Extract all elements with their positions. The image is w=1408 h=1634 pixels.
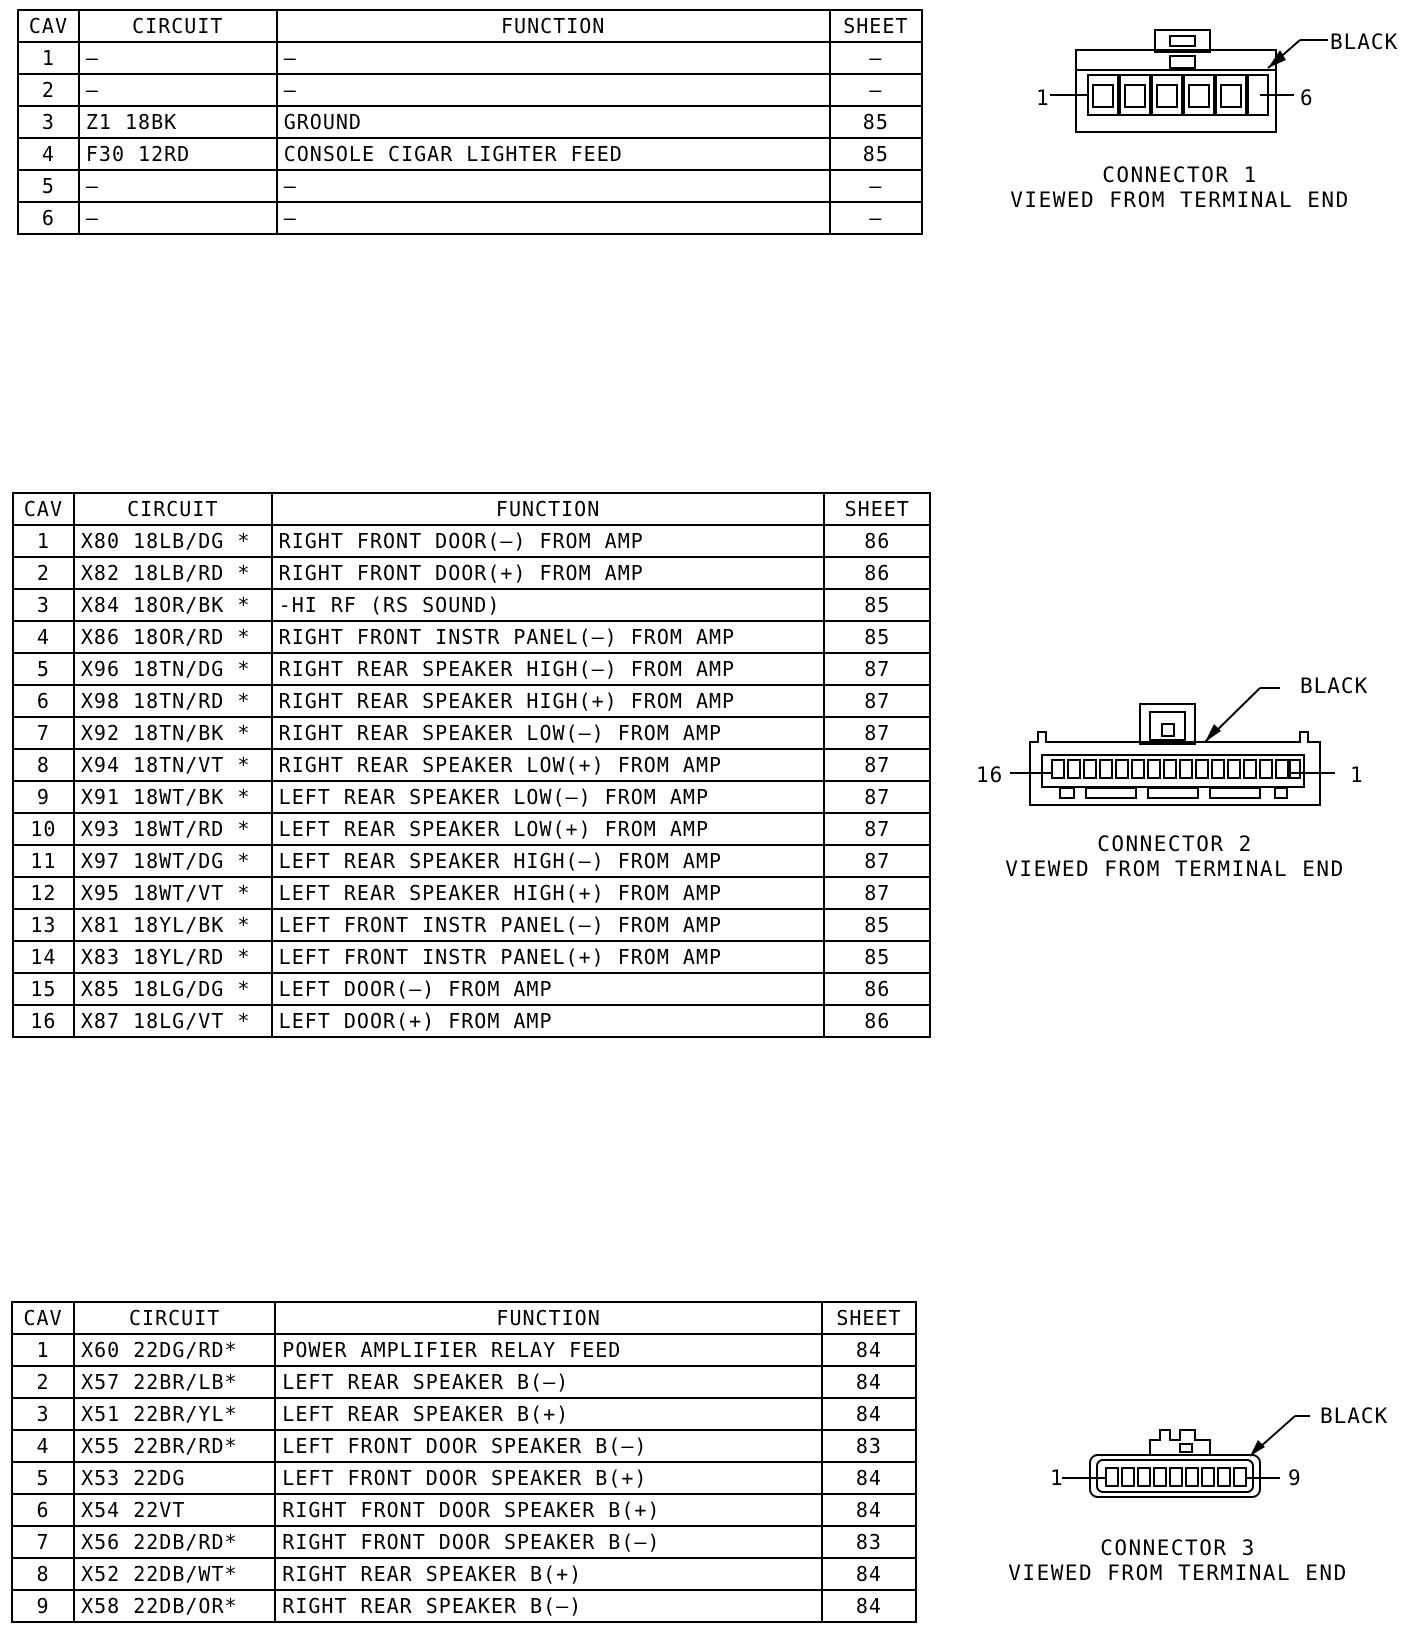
cell-function: -HI RF (RS SOUND): [272, 589, 825, 621]
cell-sheet: 87: [824, 653, 930, 685]
cell-function: LEFT REAR SPEAKER B(—): [275, 1366, 822, 1398]
table-row: [18, 42, 922, 74]
table-row: [12, 1366, 916, 1398]
table-header-row: [12, 1302, 916, 1334]
table-header-row: [13, 493, 930, 525]
cell-function: RIGHT FRONT DOOR SPEAKER B(+): [275, 1494, 822, 1526]
cell-sheet: 84: [822, 1334, 916, 1366]
cell-sheet: 84: [822, 1462, 916, 1494]
connector-1-color-label: BLACK: [1330, 30, 1399, 54]
connector-3-face-drawing: [1040, 1400, 1340, 1510]
column-header-circuit: CIRCUIT: [74, 493, 272, 525]
arrow-head-icon: [1205, 724, 1221, 742]
column-header-sheet: SHEET: [824, 493, 930, 525]
connector-1-caption-title: CONNECTOR 1: [1102, 163, 1258, 187]
cell-function: LEFT REAR SPEAKER HIGH(+) FROM AMP: [272, 877, 825, 909]
cavity-row: [1088, 75, 1268, 115]
cell-circuit: X91 18WT/BK *: [74, 781, 272, 813]
cell-function: LEFT REAR SPEAKER B(+): [275, 1398, 822, 1430]
cell-cav: 15: [13, 973, 74, 1005]
cell-cav: 6: [13, 685, 74, 717]
cell-cav: 8: [13, 749, 74, 781]
connector-2-face-drawing: [990, 680, 1360, 820]
connector-2-color-label: BLACK: [1300, 674, 1369, 698]
cell-function: RIGHT REAR SPEAKER HIGH(—) FROM AMP: [272, 653, 825, 685]
table-row: [12, 1494, 916, 1526]
cell-sheet: 87: [824, 845, 930, 877]
cell-cav: 3: [12, 1398, 74, 1430]
cell-sheet: 83: [822, 1430, 916, 1462]
table-row: [13, 717, 930, 749]
table-body: [18, 42, 922, 234]
cell-circuit: X98 18TN/RD *: [74, 685, 272, 717]
connector-3-caption: [998, 1536, 1358, 1586]
table-row: [13, 589, 930, 621]
cell-circuit: X60 22DG/RD*: [74, 1334, 275, 1366]
table-row: [12, 1558, 916, 1590]
cell-circuit: X95 18WT/VT *: [74, 877, 272, 909]
cell-cav: 6: [12, 1494, 74, 1526]
cell-function: CONSOLE CIGAR LIGHTER FEED: [277, 138, 830, 170]
table-row: [13, 877, 930, 909]
cell-sheet: 85: [824, 621, 930, 653]
connector-2-caption: [995, 832, 1355, 882]
cell-circuit: X86 18OR/RD *: [74, 621, 272, 653]
cell-circuit: X81 18YL/BK *: [74, 909, 272, 941]
cell-circuit: X55 22BR/RD*: [74, 1430, 275, 1462]
table-row: [13, 653, 930, 685]
cell-cav: 5: [18, 170, 79, 202]
cell-function: LEFT FRONT INSTR PANEL(—) FROM AMP: [272, 909, 825, 941]
cell-cav: 10: [13, 813, 74, 845]
table-row: [13, 557, 930, 589]
connector-1-caption: [1000, 163, 1360, 213]
cell-cav: 1: [12, 1334, 74, 1366]
connector-1-face-drawing: [1030, 20, 1350, 145]
cell-function: GROUND: [277, 106, 830, 138]
table-row: [12, 1590, 916, 1622]
cell-cav: 3: [13, 589, 74, 621]
cell-sheet: 85: [830, 138, 922, 170]
cell-circuit: X53 22DG: [74, 1462, 275, 1494]
cell-function: RIGHT FRONT DOOR(+) FROM AMP: [272, 557, 825, 589]
cell-circuit: X82 18LB/RD *: [74, 557, 272, 589]
table-row: [18, 74, 922, 106]
table-row: [13, 685, 930, 717]
table-row: [13, 909, 930, 941]
cell-circuit: X57 22BR/LB*: [74, 1366, 275, 1398]
cell-cav: 9: [13, 781, 74, 813]
table-row: [13, 941, 930, 973]
cell-sheet: —: [830, 74, 922, 106]
cell-function: RIGHT FRONT DOOR(—) FROM AMP: [272, 525, 825, 557]
connector-2-pinout-table: [12, 492, 931, 1038]
table-row: [13, 845, 930, 877]
cell-sheet: 84: [822, 1398, 916, 1430]
cell-circuit: X96 18TN/DG *: [74, 653, 272, 685]
cell-circuit: X83 18YL/RD *: [74, 941, 272, 973]
column-header-function: FUNCTION: [272, 493, 825, 525]
cell-circuit: X94 18TN/VT *: [74, 749, 272, 781]
cell-cav: 3: [18, 106, 79, 138]
cell-sheet: 85: [824, 909, 930, 941]
cell-function: RIGHT REAR SPEAKER B(+): [275, 1558, 822, 1590]
column-header-function: FUNCTION: [277, 10, 830, 42]
connector-1-pinout-table: [17, 9, 923, 235]
cell-sheet: 87: [824, 749, 930, 781]
cell-sheet: 84: [822, 1590, 916, 1622]
table-row: [12, 1398, 916, 1430]
cell-sheet: 85: [824, 941, 930, 973]
cell-circuit: X85 18LG/DG *: [74, 973, 272, 1005]
connector-2-pin-first-label: 16: [976, 763, 1004, 787]
cell-sheet: 87: [824, 813, 930, 845]
connector-2-pin-last-label: 1: [1350, 763, 1364, 787]
cell-cav: 7: [12, 1526, 74, 1558]
table-row: [13, 525, 930, 557]
column-header-function: FUNCTION: [275, 1302, 822, 1334]
cell-cav: 7: [13, 717, 74, 749]
arrow-head-icon: [1250, 1440, 1265, 1456]
column-header-circuit: CIRCUIT: [79, 10, 277, 42]
cell-cav: 4: [18, 138, 79, 170]
cell-sheet: 87: [824, 717, 930, 749]
cell-circuit: X93 18WT/RD *: [74, 813, 272, 845]
table-row: [13, 973, 930, 1005]
table-row: [13, 749, 930, 781]
cell-function: LEFT REAR SPEAKER LOW(—) FROM AMP: [272, 781, 825, 813]
connector-1-pin-first-label: 1: [1036, 86, 1050, 110]
cell-function: RIGHT FRONT DOOR SPEAKER B(—): [275, 1526, 822, 1558]
cell-function: —: [277, 202, 830, 234]
cell-circuit: F30 12RD: [79, 138, 277, 170]
cell-function: RIGHT REAR SPEAKER HIGH(+) FROM AMP: [272, 685, 825, 717]
column-header-sheet: SHEET: [822, 1302, 916, 1334]
cell-sheet: 86: [824, 1005, 930, 1037]
cell-cav: 2: [12, 1366, 74, 1398]
cell-function: LEFT REAR SPEAKER HIGH(—) FROM AMP: [272, 845, 825, 877]
cell-circuit: X97 18WT/DG *: [74, 845, 272, 877]
cell-function: LEFT DOOR(—) FROM AMP: [272, 973, 825, 1005]
cell-circuit: X58 22DB/OR*: [74, 1590, 275, 1622]
column-header-cav: CAV: [18, 10, 79, 42]
connector-2-caption-title: CONNECTOR 2: [1097, 832, 1253, 856]
table-row: [12, 1334, 916, 1366]
table-row: [12, 1430, 916, 1462]
cell-circuit: X52 22DB/WT*: [74, 1558, 275, 1590]
cell-sheet: —: [830, 202, 922, 234]
cell-sheet: 84: [822, 1366, 916, 1398]
table-row: [13, 621, 930, 653]
cell-sheet: 85: [830, 106, 922, 138]
column-header-sheet: SHEET: [830, 10, 922, 42]
cell-cav: 5: [13, 653, 74, 685]
table-body: [12, 1334, 916, 1622]
table-row: [12, 1462, 916, 1494]
connector-3-caption-subtitle: VIEWED FROM TERMINAL END: [1008, 1561, 1348, 1585]
cell-cav: 12: [13, 877, 74, 909]
cell-sheet: 87: [824, 877, 930, 909]
connector-1-pin-last-label: 6: [1300, 86, 1314, 110]
cell-cav: 6: [18, 202, 79, 234]
cell-cav: 9: [12, 1590, 74, 1622]
table-row: [12, 1526, 916, 1558]
cell-circuit: Z1 18BK: [79, 106, 277, 138]
cell-cav: 8: [12, 1558, 74, 1590]
cell-cav: 4: [12, 1430, 74, 1462]
cell-circuit: X84 18OR/BK *: [74, 589, 272, 621]
cell-function: LEFT FRONT DOOR SPEAKER B(—): [275, 1430, 822, 1462]
table-row: [13, 1005, 930, 1037]
cell-sheet: 85: [824, 589, 930, 621]
cell-cav: 11: [13, 845, 74, 877]
cell-cav: 2: [13, 557, 74, 589]
cell-circuit: —: [79, 202, 277, 234]
cell-function: RIGHT REAR SPEAKER B(—): [275, 1590, 822, 1622]
cell-function: POWER AMPLIFIER RELAY FEED: [275, 1334, 822, 1366]
cell-circuit: —: [79, 170, 277, 202]
cell-function: RIGHT REAR SPEAKER LOW(+) FROM AMP: [272, 749, 825, 781]
column-header-circuit: CIRCUIT: [74, 1302, 275, 1334]
connector-3-pin-last-label: 9: [1288, 1466, 1302, 1490]
cell-function: —: [277, 74, 830, 106]
table-row: [13, 781, 930, 813]
cell-circuit: X54 22VT: [74, 1494, 275, 1526]
cell-sheet: 83: [822, 1526, 916, 1558]
cell-sheet: 86: [824, 973, 930, 1005]
table-row: [13, 813, 930, 845]
cell-circuit: X92 18TN/BK *: [74, 717, 272, 749]
cell-function: —: [277, 170, 830, 202]
cell-sheet: —: [830, 170, 922, 202]
cell-sheet: 84: [822, 1558, 916, 1590]
cell-sheet: 87: [824, 685, 930, 717]
cell-function: RIGHT FRONT INSTR PANEL(—) FROM AMP: [272, 621, 825, 653]
cell-function: LEFT FRONT INSTR PANEL(+) FROM AMP: [272, 941, 825, 973]
cell-sheet: 86: [824, 525, 930, 557]
cell-circuit: X87 18LG/VT *: [74, 1005, 272, 1037]
connector-3-color-label: BLACK: [1320, 1404, 1389, 1428]
cell-cav: 14: [13, 941, 74, 973]
cell-circuit: X80 18LB/DG *: [74, 525, 272, 557]
cell-circuit: —: [79, 42, 277, 74]
column-header-cav: CAV: [12, 1302, 74, 1334]
column-header-cav: CAV: [13, 493, 74, 525]
cell-function: LEFT DOOR(+) FROM AMP: [272, 1005, 825, 1037]
cell-cav: 2: [18, 74, 79, 106]
cell-function: —: [277, 42, 830, 74]
connector-3-pinout-table: [11, 1301, 917, 1623]
cell-circuit: —: [79, 74, 277, 106]
cell-circuit: X51 22BR/YL*: [74, 1398, 275, 1430]
table-row: [18, 202, 922, 234]
cavity-row: [1106, 1468, 1246, 1486]
cell-cav: 13: [13, 909, 74, 941]
cell-sheet: 86: [824, 557, 930, 589]
cavity-row: [1052, 760, 1300, 778]
cell-cav: 5: [12, 1462, 74, 1494]
table-row: [18, 106, 922, 138]
cell-function: RIGHT REAR SPEAKER LOW(—) FROM AMP: [272, 717, 825, 749]
cell-cav: 4: [13, 621, 74, 653]
cell-sheet: —: [830, 42, 922, 74]
table-header-row: [18, 10, 922, 42]
connector-2-caption-subtitle: VIEWED FROM TERMINAL END: [1005, 857, 1345, 881]
table-body: [13, 525, 930, 1037]
cell-cav: 1: [13, 525, 74, 557]
cell-sheet: 87: [824, 781, 930, 813]
table-row: [18, 138, 922, 170]
cell-circuit: X56 22DB/RD*: [74, 1526, 275, 1558]
connector-1-caption-subtitle: VIEWED FROM TERMINAL END: [1010, 188, 1350, 212]
connector-3-caption-title: CONNECTOR 3: [1100, 1536, 1256, 1560]
cell-cav: 16: [13, 1005, 74, 1037]
cell-function: LEFT FRONT DOOR SPEAKER B(+): [275, 1462, 822, 1494]
cell-sheet: 84: [822, 1494, 916, 1526]
cell-cav: 1: [18, 42, 79, 74]
table-row: [18, 170, 922, 202]
connector-3-pin-first-label: 1: [1050, 1466, 1064, 1490]
cell-function: LEFT REAR SPEAKER LOW(+) FROM AMP: [272, 813, 825, 845]
